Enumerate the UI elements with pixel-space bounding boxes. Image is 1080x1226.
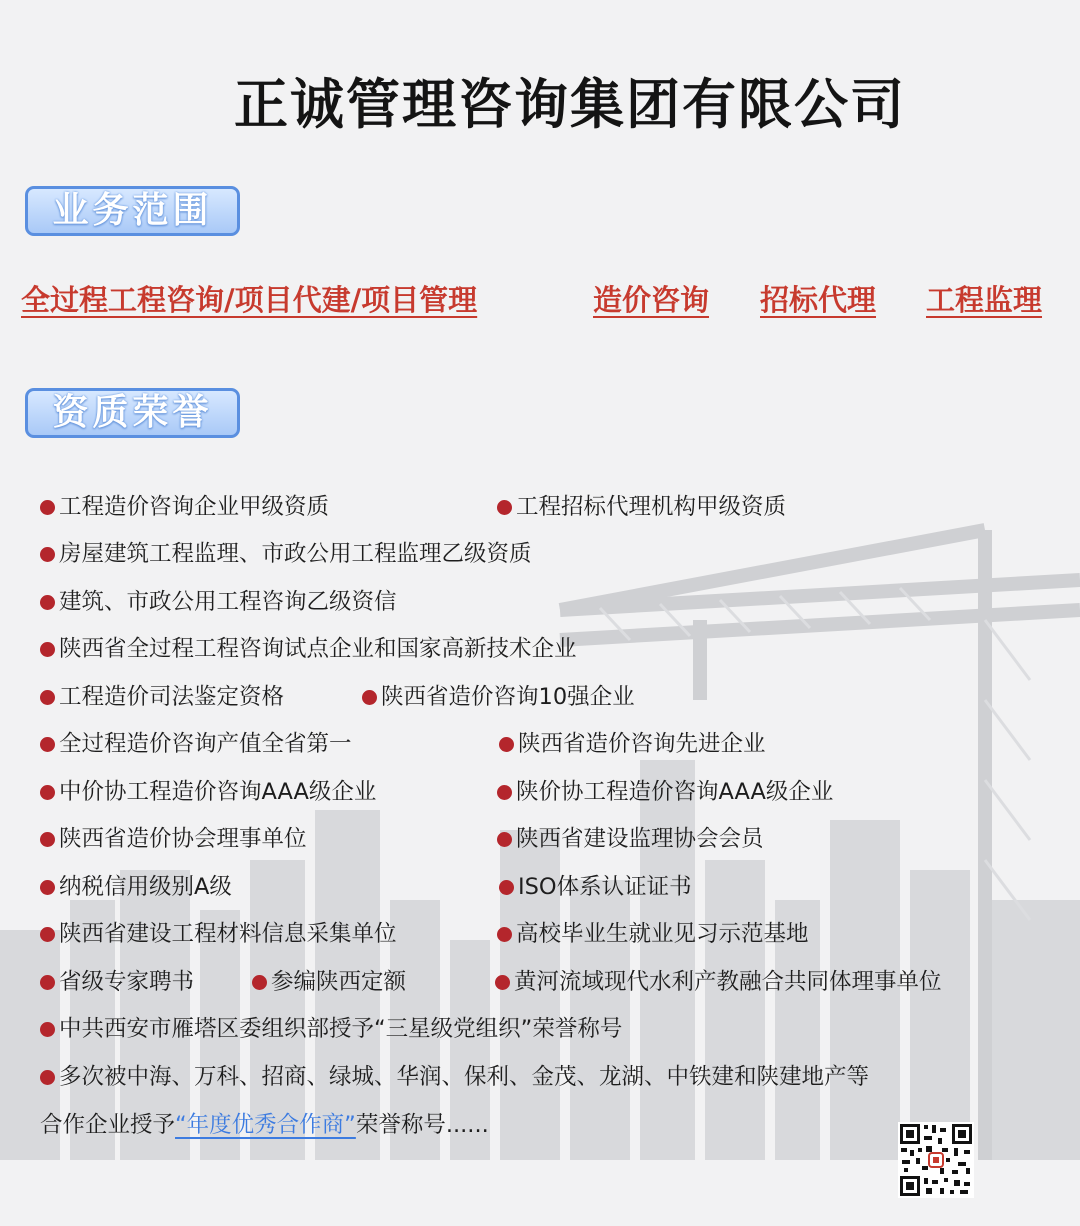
bullet-icon bbox=[40, 547, 55, 562]
bullet-icon bbox=[40, 737, 55, 752]
bullet-icon bbox=[495, 975, 510, 990]
honor-item: 工程造价司法鉴定资格 bbox=[40, 682, 284, 712]
honors-tag: 资质荣誉 bbox=[25, 388, 240, 438]
bullet-icon bbox=[40, 927, 55, 942]
business-link-cost-consulting[interactable]: 造价咨询 bbox=[593, 283, 710, 317]
honor-item: ISO体系认证证书 bbox=[499, 872, 692, 902]
honor-item: 陕西省全过程工程咨询试点企业和国家高新技术企业 bbox=[40, 634, 577, 664]
bullet-icon bbox=[497, 832, 512, 847]
bullet-icon bbox=[40, 595, 55, 610]
honor-item: 陕西省建设工程材料信息采集单位 bbox=[40, 919, 397, 949]
bullet-icon bbox=[40, 785, 55, 800]
honor-item: 多次被中海、万科、招商、绿城、华润、保利、金茂、龙湖、中铁建和陕建地产等 bbox=[40, 1062, 869, 1092]
honor-closing-line: 合作企业授予 “年度优秀合作商” 荣誉称号...... bbox=[40, 1112, 489, 1138]
honor-item: 全过程造价咨询产值全省第一 bbox=[40, 729, 352, 759]
bullet-icon bbox=[499, 737, 514, 752]
honor-item: 陕西省造价协会理事单位 bbox=[40, 824, 307, 854]
bullet-icon bbox=[497, 500, 512, 515]
bullet-icon bbox=[40, 1070, 55, 1085]
bullet-icon bbox=[40, 832, 55, 847]
honor-item: 工程招标代理机构甲级资质 bbox=[497, 492, 786, 522]
honor-item: 参编陕西定额 bbox=[252, 967, 406, 997]
honor-item: 省级专家聘书 bbox=[40, 967, 194, 997]
bullet-icon bbox=[40, 1022, 55, 1037]
bullet-icon bbox=[40, 642, 55, 657]
honor-item: 陕西省造价咨询先进企业 bbox=[499, 729, 766, 759]
honor-item: 纳税信用级别A级 bbox=[40, 872, 232, 902]
bullet-icon bbox=[40, 500, 55, 515]
honor-item: 建筑、市政公用工程咨询乙级资信 bbox=[40, 587, 397, 617]
bullet-icon bbox=[40, 975, 55, 990]
business-link-bidding-agency[interactable]: 招标代理 bbox=[760, 283, 877, 317]
honor-item: 陕西省建设监理协会会员 bbox=[497, 824, 764, 854]
honor-item: 黄河流域现代水利产教融合共同体理事单位 bbox=[495, 967, 942, 997]
honor-item: 中价协工程造价咨询AAA级企业 bbox=[40, 777, 376, 807]
bullet-icon bbox=[499, 880, 514, 895]
business-link-full-process[interactable]: 全过程工程咨询/项目代建/项目管理 bbox=[21, 283, 478, 317]
honor-item: 工程造价咨询企业甲级资质 bbox=[40, 492, 329, 522]
honor-item: 房屋建筑工程监理、市政公用工程监理乙级资质 bbox=[40, 539, 532, 569]
company-title: 正诚管理咨询集团有限公司 bbox=[234, 73, 906, 136]
honor-item: 中共西安市雁塔区委组织部授予“三星级党组织”荣誉称号 bbox=[40, 1014, 622, 1044]
award-title-highlight: “年度优秀合作商” bbox=[175, 1112, 356, 1138]
bullet-icon bbox=[497, 785, 512, 800]
qr-code-icon[interactable] bbox=[898, 1122, 974, 1198]
business-scope-tag: 业务范围 bbox=[25, 186, 240, 236]
business-link-supervision[interactable]: 工程监理 bbox=[926, 283, 1043, 317]
bullet-icon bbox=[362, 690, 377, 705]
bullet-icon bbox=[252, 975, 267, 990]
honor-item: 高校毕业生就业见习示范基地 bbox=[497, 919, 809, 949]
bullet-icon bbox=[497, 927, 512, 942]
honor-item: 陕西省造价咨询10强企业 bbox=[362, 682, 635, 712]
bullet-icon bbox=[40, 880, 55, 895]
bullet-icon bbox=[40, 690, 55, 705]
honor-item: 陕价协工程造价咨询AAA级企业 bbox=[497, 777, 833, 807]
